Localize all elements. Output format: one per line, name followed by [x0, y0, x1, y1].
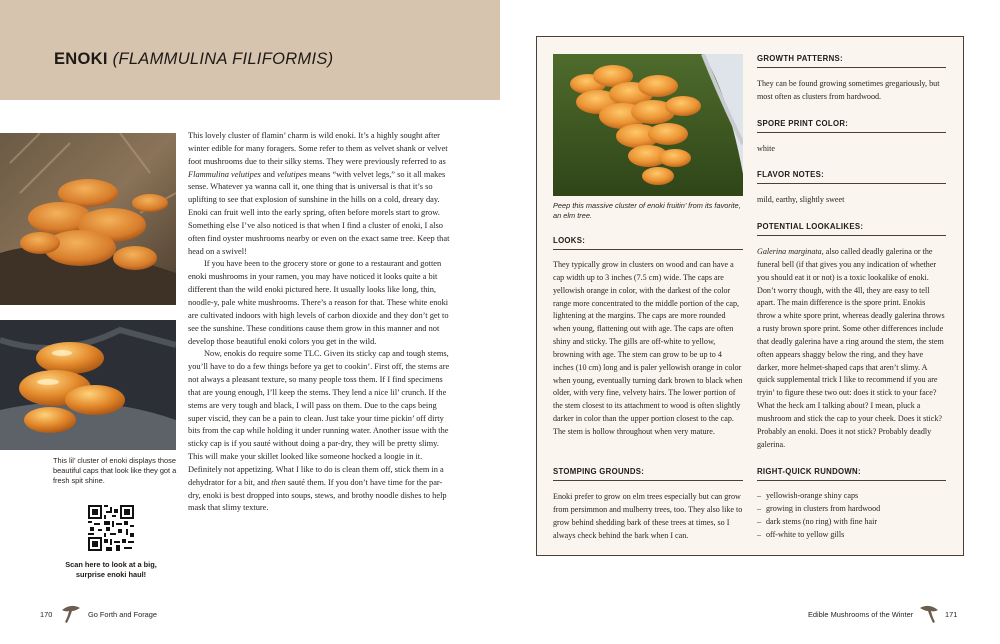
- body-paragraph-2: If you have been to the grocery store or gone to a restaurant and gotten enoki mushrooms in your ramen, you may have noticed it looks quite a bit different than the wild enoki pictured here. It usually looks like long, thin, noodle-y, pale white mushrooms. There’s a reason for that. These white enoki are cultivated indoors with high levels of carbon dioxide and they don’t get to see the sunshine. These conditions cause them grow in this manner and not develop those beautiful enoki colors you get in the wild.: [188, 259, 449, 346]
- page-number-left: 170: [40, 610, 53, 619]
- stomping-grounds-text: Enoki prefer to grow on elm trees especially but can grow from persimmon and mulberry trees, too. They also like to grow behind shedding bark of these trees at times, so I always check behind the bark when I can.: [553, 492, 743, 540]
- qr-label: Scan here to look at a big, surprise enoki haul!: [65, 560, 157, 579]
- lookalikes-text: Galerina marginata, also called deadly galerina or the funeral bell (if that gives you any indication of whether you should eat it or not) is a toxic lookalike of enoki. Don’t worry though, with the 4ll, they are easy to tell apart. The main difference is the spore print. Enokis throw a white spore print, whereas deadly galerina throws a rusty brown spore print. Some other differences include that deadly galerina have a ring around the stem, the stem often appears shaggy below the ring, and they have darker, more helmet-shaped caps that aren’t slimy. A quick supplemental trick I like to recommend if you are tryin’ to figure these two out: does it stick to your face? What the heck am I talking about? I mean, pluck a mushroom and stick the cap to your cheek. Does it stick? Probably an enoki. Does it not stick? Probably deadly galerina.: [757, 247, 945, 449]
- title-common-name: ENOKI: [54, 50, 108, 68]
- stomping-grounds-heading: STOMPING GROUNDS:: [553, 467, 743, 481]
- caption-right: Peep this massive cluster of enoki fruitin’ from its favorite, an elm tree.: [553, 201, 741, 220]
- mushroom-icon: [918, 604, 940, 624]
- page-number-right: 171: [945, 610, 958, 619]
- spore-print-heading: SPORE PRINT COLOR:: [757, 119, 946, 133]
- looks-text: They typically grow in clusters on wood and can have a cap width up to 3 inches (7.5 cm) wide. The caps are yellowish orange in color, with the darkest of the color range more concentrated to the middle portion of the cap, lightening at the margins. The caps are more rounded when young, flattening out with age. The caps are often shiny and sticky. The gills are off-white to yellow, browning with age. The stem can grow to be up to 4 inches (10 cm) long and is paler yellowish orange in color when young, eventually turning dark brown to black when older, with very fine, velvety hairs. The lower portion of the stem closest to its attachment to wood is often slightly darker in color than the upper portion closest to the cap. The stem is hollow throughout when very mature.: [553, 260, 743, 436]
- flavor-notes-text: mild, earthy, slightly sweet: [757, 195, 845, 204]
- enoki-photo-closeup: [0, 320, 176, 450]
- title-scientific-name: (FLAMMULINA FILIFORMIS): [112, 50, 334, 68]
- enoki-photo-elm: [553, 54, 743, 196]
- list-item: – dark stems (no ring) with fine hair: [757, 516, 946, 529]
- body-paragraph-1: This lovely cluster of flamin’ charm is wild enoki. It’s a highly sought after winter edible for many foragers. Some refer to them as velvet shank or velvet foot mushrooms due to their silky stems. They were previously referred to as Flammulina velutipes and velutipes means “with velvet legs,” so it all makes sense. Whatever ya wanna call it, one thing that is universal is that it’s so uplifting to see that explosion of sunshine in the hills on a cold, dreary day. Enoki can fruit well into the early spring, often before morels start to grow. Something else I’ve also noticed is that when I find a cluster of enoki, I also often find oyster mushrooms nearby or even on the exact same tree. Keep that head on a swivel!: [188, 131, 450, 256]
- qr-code-icon[interactable]: [88, 505, 134, 551]
- flavor-notes-heading: FLAVOR NOTES:: [757, 170, 946, 184]
- footer-book-title: Go Forth and Forage: [88, 610, 158, 619]
- list-item: – off-white to yellow gills: [757, 529, 946, 542]
- growth-patterns-heading: GROWTH PATTERNS:: [757, 54, 946, 68]
- mushroom-icon: [60, 604, 82, 624]
- lookalikes-heading: POTENTIAL LOOKALIKES:: [757, 222, 946, 236]
- spore-print-text: white: [757, 144, 775, 153]
- body-text: [188, 130, 450, 515]
- list-item: – yellowish-orange shiny caps: [757, 490, 946, 503]
- caption-left: This lil’ cluster of enoki displays those beautiful caps that look like they got a fresh spit shine.: [53, 456, 177, 485]
- body-paragraph-3: Now, enokis do require some TLC. Given its sticky cap and tough stems, you’ll have to do a few things before ya get to cookin’. First off, the stems are not always a pleasant texture, so many people toss them. If I find specimens that are young enough, I’ll keep the stems. They lend a nice lil’ crunch. If the stems are very tough and black, I will pass on them. Due to the caps being super viscid, they can be a pain to clean. Just take your time pickin’ off dirty bits from the cap while holding it under running water. Another issue with the sticky cap is if you sauté without doing a par-dry, they will be pretty slimy. This will make your skillet looked like someone hocked a loogie in it. Definitely not appetizing. What I like to do is clean them off, stick them in a dehydrator for a bit, and then sauté them. If you don’t have time for the par-dry, enoki is best dropped into soups, stews, and brothy noodle dishes to help mask that slimy texture.: [188, 349, 450, 513]
- page-title: [54, 50, 333, 69]
- list-item: – growing in clusters from hardwood: [757, 503, 946, 516]
- rundown-heading: RIGHT-QUICK RUNDOWN:: [757, 467, 946, 481]
- rundown-list: [757, 490, 946, 541]
- enoki-photo-wood: [0, 133, 176, 305]
- footer-chapter-title: Edible Mushrooms of the Winter: [808, 610, 914, 619]
- looks-heading: LOOKS:: [553, 236, 743, 250]
- growth-patterns-text: They can be found growing sometimes gregariously, but most often as clusters from hardwood.: [757, 79, 940, 101]
